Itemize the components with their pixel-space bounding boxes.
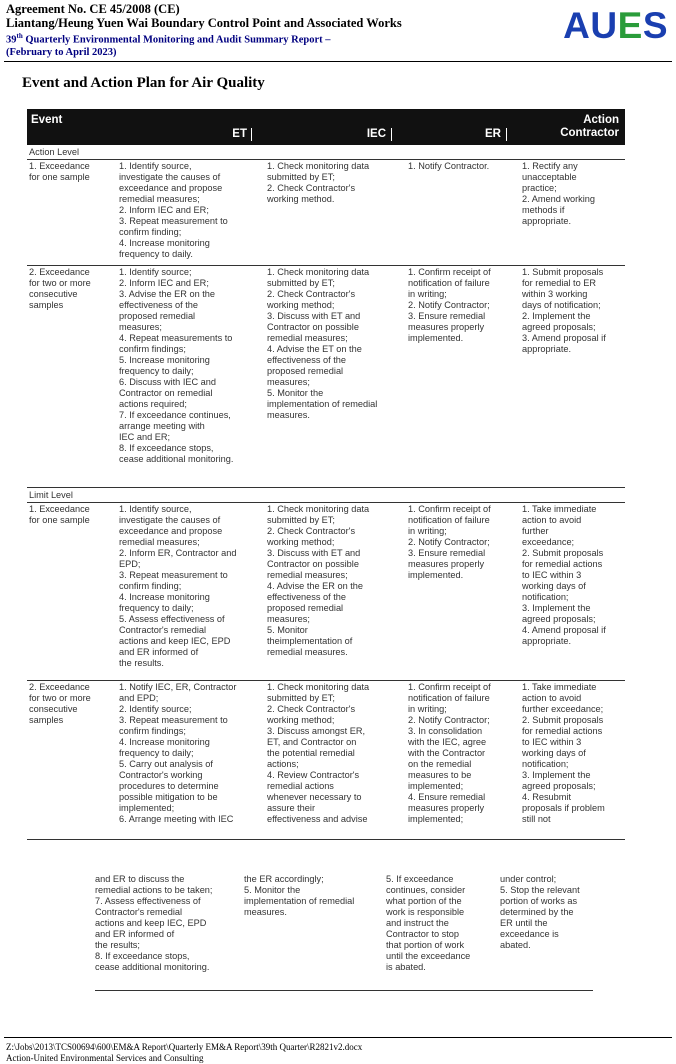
table-row (27, 160, 625, 266)
page-title: Event and Action Plan for Air Quality (22, 75, 265, 91)
header-separator (506, 128, 507, 141)
footer-file-path: Z:\Jobs\2013\TCS00694\600\EM&A Report\Quarterly EM&A Report\39th Quarter\R2821v2.docx (6, 1042, 363, 1052)
cell-contractor: 1. Take immediate action to avoid further exceedance; 2. Submit proposals for remedial actions to IEC within 3 working days of notification; 3. Implement the agreed proposals; 4. Resubmit proposals if problem still not (522, 682, 605, 824)
header-divider (4, 61, 672, 62)
header-event: Event (31, 114, 63, 126)
cell-iec: 1. Check monitoring data submitted by ET; 2. Check Contractor's working method. (267, 161, 370, 204)
cell-er: 1. Notify Contractor. (408, 161, 490, 171)
cell-et: 1. Notify IEC, ER, Contractor and EPD; 2. Identify source; 3. Repeat measurement to confirm findings; 4. Increase monitoring frequency to daily; 5. Carry out analysis of Contractor's working procedures to determine possible mitigation to be implemented; 6. Arrange meeting with IEC (119, 682, 237, 824)
cell-iec: 1. Check monitoring data submitted by ET; 2. Check Contractor's working method; 3. Discuss amongst ER, ET, and Contractor on the potential remedial actions; 4. Review Contractor's remedial actions whenever necessary to assure their effectiveness and advise (267, 682, 370, 824)
footer-company: Action-United Environmental Services and Consulting (6, 1053, 204, 1063)
project-title: Liantang/Heung Yuen Wai Boundary Control Point and Associated Works (6, 16, 402, 30)
agreement-number: Agreement No. CE 45/2008 (CE) (6, 2, 180, 16)
table-header (27, 109, 625, 145)
cell-event: 1. Exceedance for one sample (29, 504, 90, 525)
cell-er: 1. Confirm receipt of notification of failure in writing; 2. Notify Contractor; 3. Ensure remedial measures properly implemented. (408, 267, 491, 343)
header-separator (251, 128, 252, 141)
logo-letter-s: S (642, 5, 668, 46)
cell-contractor: 1. Rectify any unacceptable practice; 2. Amend working methods if appropriate. (522, 161, 596, 226)
report-ordinal: th (16, 32, 23, 40)
report-period: (February to April 2023) (6, 46, 117, 58)
cont-et: and ER to discuss the remedial actions to be taken; 7. Assess effectiveness of Contractor's remedial actions and keep IEC, EPD and ER informed of the results; 8. If exceedance stops, cease additional monitoring. (95, 874, 213, 972)
aues-logo (563, 6, 668, 46)
cell-event: 1. Exceedance for one sample (29, 161, 90, 182)
cell-et: 1. Identify source; 2. Inform IEC and ER; 3. Advise the ER on the effectiveness of the proposed remedial measures; 4. Repeat measurements to confirm findings; 5. Increase monitoring frequency to daily; 6. Discuss with IEC and Contractor on remedial actions required; 7. If exceedance continues, arrange meeting with IEC and ER; 8. If exceedance stops, cease additional monitoring. (119, 267, 234, 464)
cell-et: 1. Identify source, investigate the causes of exceedance and propose remedial measures; 2. Inform ER, Contractor and EPD; 3. Repeat measurement to confirm finding; 4. Increase monitoring frequency to daily; 5. Assess effectiveness of Contractor's remedial actions and keep IEC, EPD and ER informed of the results. (119, 504, 237, 668)
cont-contractor: under control; 5. Stop the relevant portion of works as determined by the ER until the exceedance is abated. (500, 874, 580, 950)
section-label-action-level: Action Level (27, 145, 625, 160)
header-iec: IEC (366, 128, 386, 140)
header-contractor (560, 114, 619, 140)
cell-er: 1. Confirm receipt of notification of failure in writing; 2. Notify Contractor; 3. In consolidation with the IEC, agree with the Contractor on the remedial measures to be implemented; 4. Ensure remedial measures properly implemented; (408, 682, 491, 824)
header-et: ET (232, 128, 247, 140)
cont-iec: the ER accordingly; 5. Monitor the implementation of remedial measures. (244, 874, 355, 917)
section-label-limit-level: Limit Level (27, 488, 625, 503)
continuation-divider (95, 990, 593, 991)
report-name: Quarterly Environmental Monitoring and Audit Summary Report – (22, 34, 331, 46)
cell-er: 1. Confirm receipt of notification of failure in writing; 2. Notify Contractor; 3. Ensure remedial measures properly implemented. (408, 504, 491, 580)
report-number: 39 (6, 34, 17, 46)
cell-contractor: 1. Take immediate action to avoid further exceedance; 2. Submit proposals for remedial actions to IEC within 3 working days of notification; 3. Implement the agreed proposals; 4. Amend proposal if appropriate. (522, 504, 606, 646)
cell-et: 1. Identify source, investigate the causes of exceedance and propose remedial measures; 2. Inform IEC and ER; 3. Repeat measurement to confirm finding; 4. Increase monitoring frequency to daily. (119, 161, 228, 259)
header-contractor-line2: Contractor (560, 127, 619, 139)
cell-iec: 1. Check monitoring data submitted by ET; 2. Check Contractor's working method; 3. Discuss with ET and Contractor on possible remedial measures; 4. Advise the ER on the effectiveness of the proposed remedial measures; 5. Monitor theimplementation of remedial measures. (267, 504, 370, 657)
logo-letter-e: E (617, 5, 643, 46)
cell-iec: 1. Check monitoring data submitted by ET; 2. Check Contractor's working method; 3. Discuss with ET and Contractor on possible remedial measures; 4. Advise the ET on the effectiveness of the proposed remedial measures; 5. Monitor the implementation of remedial measures. (267, 267, 378, 420)
cont-er: 5. If exceedance continues, consider what portion of the work is responsible and instruct the Contractor to stop that portion of work until the exceedance is abated. (386, 874, 471, 972)
header-er: ER (485, 128, 501, 140)
table-row (27, 503, 625, 681)
table-continuation (95, 874, 593, 973)
cell-event: 2. Exceedance for two or more consecutive samples (29, 267, 91, 310)
header-separator (391, 128, 392, 141)
cell-contractor: 1. Submit proposals for remedial to ER within 3 working days of notification; 2. Implement the agreed proposals; 3. Amend proposal if appropriate. (522, 267, 606, 354)
cell-event: 2. Exceedance for two or more consecutive samples (29, 682, 91, 725)
event-action-table (27, 109, 625, 840)
footer-divider (4, 1037, 672, 1038)
header-contractor-line1: Action (583, 114, 619, 126)
logo-letters-au: AU (563, 5, 618, 46)
table-row (27, 681, 625, 840)
table-row (27, 266, 625, 488)
